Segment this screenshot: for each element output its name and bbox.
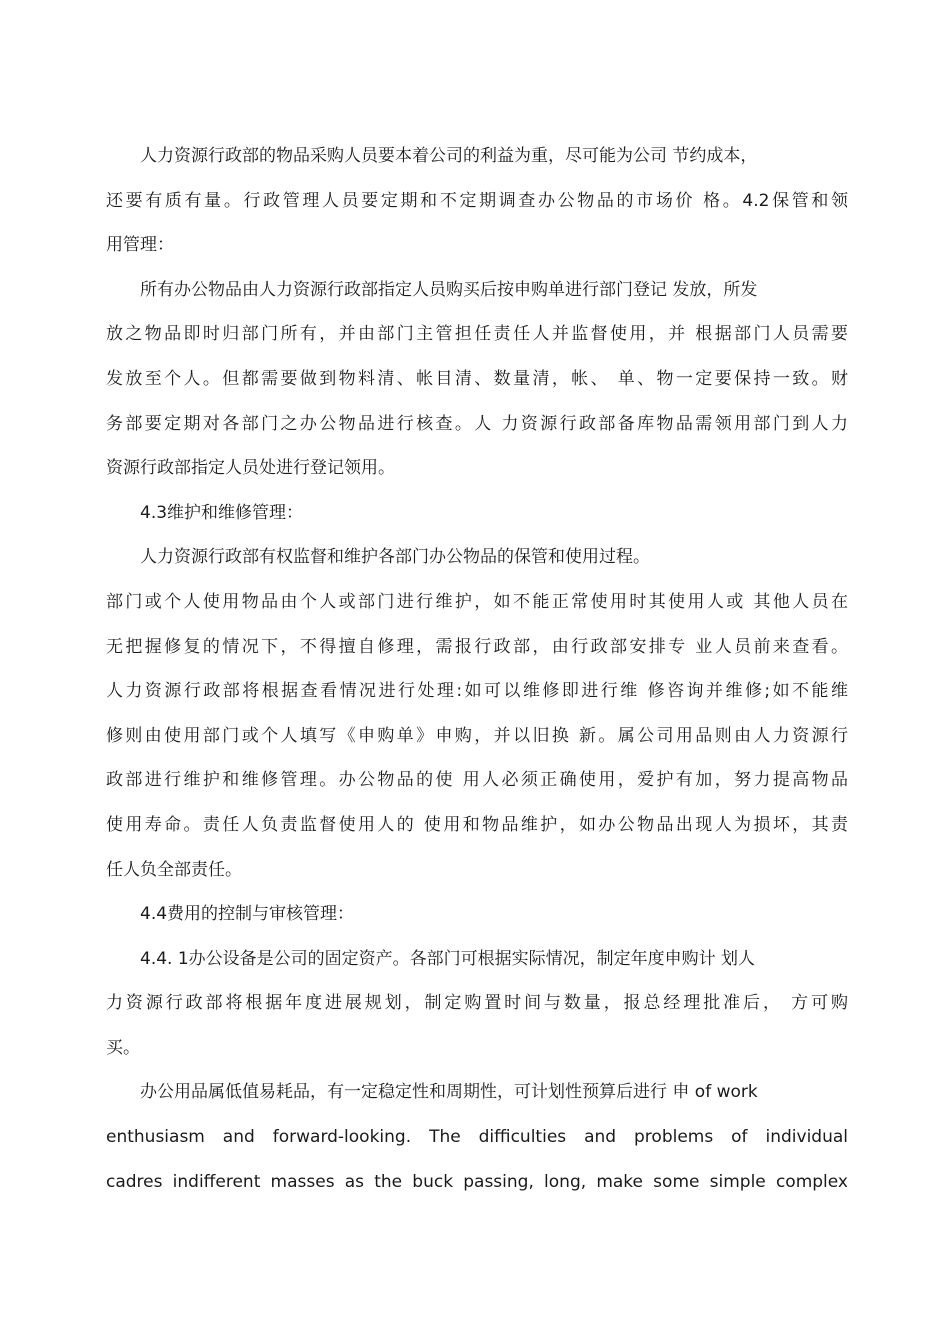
text-line: 用管理： [106,235,174,256]
text-line: 发放至个人。但都需要做到物料清、帐目清、数量清，帐、 单、物一定要保持一致。财 [106,368,848,389]
text-line: 政部进行维护和维修管理。办公物品的使 用人必须正确使用，爱护有加，努力提高物品 [106,770,848,791]
text-line: 修则由使用部门或个人填写《申购单》申购，并以旧换 新。属公司用品则由人力资源行 [106,725,848,746]
section-heading: 4.3维护和维修管理： [140,502,304,523]
text-line: 务部要定期对各部门之办公物品进行核查。人 力资源行政部备库物品需领用部门到人力 [106,413,848,434]
text-line: 使用寿命。责任人负责监督使用人的 使用和物品维护，如办公物品出现人为损坏，其责 [106,814,848,835]
text-line: 4.4. 1办公设备是公司的固定资产。各部门可根据实际情况，制定年度申购计 划人 [140,948,756,969]
text-line: 办公用品属低值易耗品，有一定稳定性和周期性，可计划性预算后进行 申 of work [140,1082,758,1103]
text-line: 人力资源行政部有权监督和维护各部门办公物品的保管和使用过程。 [140,547,650,568]
section-heading: 4.4费用的控制与审核管理： [140,904,355,925]
text-line: 无把握修复的情况下，不得擅自修理，需报行政部，由行政部安排专 业人员前来查看。 [106,636,848,657]
text-line: 任人负全部责任。 [106,859,242,880]
text-line: 买。 [106,1037,140,1058]
text-line: 部门或个人使用物品由个人或部门进行维护，如不能正常使用时其使用人或 其他人员在 [106,591,848,612]
text-line: 力资源行政部将根据年度进展规划，制定购置时间与数量，报总经理批准后， 方可购 [106,993,848,1014]
text-line: 人力资源行政部的物品采购人员要本着公司的利益为重，尽可能为公司 节约成本， [140,146,758,166]
text-line: 还要有质有量。行政管理人员要定期和不定期调查办公物品的市场价 格。4.2保管和领 [106,190,848,211]
text-line: 人力资源行政部将根据查看情况进行处理:如可以维修即进行维 修咨询并维修;如不能维 [106,681,848,702]
text-line: 所有办公物品由人力资源行政部指定人员购买后按申购单进行部门登记 发放，所发 [140,279,758,300]
document-page [106,134,848,1204]
text-line: 放之物品即时归部门所有，并由部门主管担任责任人并监督使用，并 根据部门人员需要 [106,324,848,345]
text-line: enthusiasm and forward-looking. The difficulties and problems of individual [106,1127,848,1148]
text-line: cadres indifferent masses as the buck passing, long, make some simple complex [106,1171,848,1192]
text-line: 资源行政部指定人员处进行登记领用。 [106,458,395,479]
